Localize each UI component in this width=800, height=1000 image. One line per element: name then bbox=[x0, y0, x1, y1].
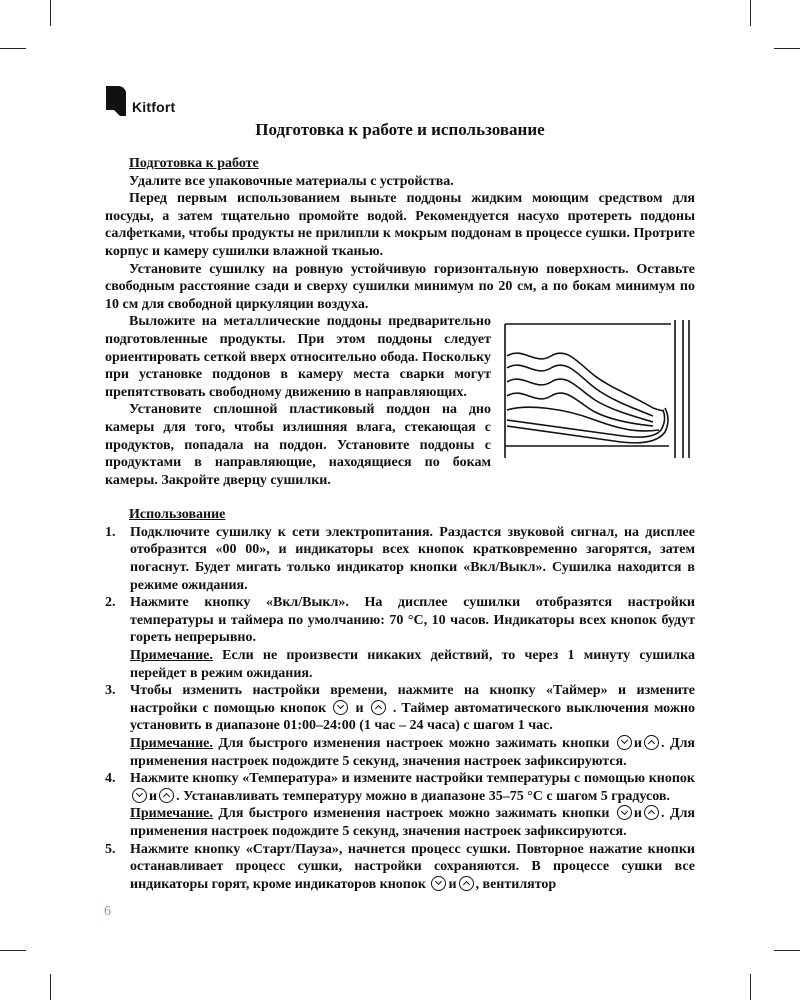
chevron-down-button-icon bbox=[132, 788, 147, 803]
step-number: 2. bbox=[105, 595, 116, 611]
chevron-down-button-icon bbox=[333, 700, 348, 715]
chevron-down-button-icon bbox=[617, 735, 632, 750]
note-label: Примечание. bbox=[130, 648, 213, 664]
section-heading-preparation: Подготовка к работе bbox=[129, 156, 259, 171]
usage-steps bbox=[105, 524, 695, 893]
step-text: Подключите сушилку к сети электропитания. Раздастся звуковой сигнал, на дисплее отобразится «00 00», и индикаторы всех кнопок кратковременно загорятся, затем погаснут. Будет мигать только индикатор кнопки «Вкл/Выкл». Сушилка находится в режиме ожидания. bbox=[130, 524, 695, 593]
chevron-up-button-icon bbox=[459, 876, 474, 891]
chevron-up-button-icon bbox=[371, 700, 386, 715]
chevron-up-button-icon bbox=[644, 805, 659, 820]
step-number: 5. bbox=[105, 841, 116, 857]
tray-illustration bbox=[503, 316, 695, 458]
chevron-up-button-icon bbox=[159, 788, 174, 803]
chevron-down-button-icon bbox=[617, 805, 632, 820]
crop-mark bbox=[750, 0, 751, 26]
page-number: 6 bbox=[104, 904, 111, 919]
spacer bbox=[105, 489, 695, 506]
paragraph: Установите сушилку на ровную устойчивую горизонтальную поверхность. Оставьте свободным расстояние сзади и сверху сушилки минимум по 20 см, а по бокам минимум по 10 см для свободной циркуляции воздуха. bbox=[105, 261, 695, 312]
step-text: Нажмите кнопку «Вкл/Выкл». На дисплее сушилки отобразятся настройки температуры и таймера по умолчанию: 70 °C, 10 часов. Индикаторы всех кнопок будут гореть непрерывно. bbox=[130, 595, 695, 646]
chevron-up-button-icon bbox=[644, 735, 659, 750]
crop-mark bbox=[750, 974, 751, 1000]
crop-mark bbox=[0, 950, 26, 951]
step-note: Примечание. Для быстрого изменения настроек можно зажимать кнопки и . Для применения настроек подождите 5 секунд, значения настроек зафиксируются. bbox=[130, 736, 696, 769]
note-text: Если не произвести никаких действий, то через 1 минуту сушилка перейдет в режим ожидания. bbox=[130, 648, 696, 681]
step-text: Нажмите кнопку «Старт/Пауза», начнется процесс сушки. Повторное нажатие кнопки останавливает процесс сушки, настройки сохраняются. В процессе сушки все индикаторы горят, кроме индикаторов кнопок и , вентилятор bbox=[130, 841, 695, 892]
list-item bbox=[105, 770, 695, 840]
note-label: Примечание. bbox=[130, 806, 213, 822]
crop-mark bbox=[774, 950, 800, 951]
crop-mark bbox=[50, 974, 51, 1000]
logo-mark-icon bbox=[104, 84, 130, 118]
paragraph: Перед первым использованием выньте поддоны жидким моющим средством для посуды, а затем тщательно промойте водой. Рекомендуется насухо протереть поддоны салфетками, чтобы продукты не прилипли к мокрым поддонам в процессе сушки. Протрите корпус и камеру сушилки влажной тканью. bbox=[105, 191, 695, 259]
page-title: Подготовка к работе и использование bbox=[255, 120, 545, 139]
crop-mark bbox=[0, 48, 26, 49]
step-text: Нажмите кнопку «Температура» и измените настройки температуры с помощью кнопок и . Устанавливать температуру можно в диапазоне 35–75 °C с шагом 5 градусов. bbox=[130, 771, 695, 804]
step-number: 4. bbox=[105, 771, 116, 787]
section-heading-usage: Использование bbox=[129, 507, 226, 523]
paragraph: Установите сплошной пластиковый поддон на дно камеры для того, чтобы излишняя влага, стекающая с продуктов, попадала на поддон. Установите поддоны с продуктами в направляющие, находящиеся по бокам камеры. Закройте дверцу сушилки. bbox=[105, 402, 491, 488]
step-number: 3. bbox=[105, 683, 116, 699]
list-item bbox=[105, 841, 695, 894]
step-note bbox=[130, 647, 695, 682]
paragraph: Удалите все упаковочные материалы с устройства. bbox=[129, 173, 454, 189]
crop-mark bbox=[774, 48, 800, 49]
step-note: Примечание. Для быстрого изменения настроек можно зажимать кнопки и . Для применения настроек подождите 5 секунд, значения настроек зафиксируются. bbox=[130, 806, 696, 839]
chevron-down-button-icon bbox=[431, 876, 446, 891]
brand-name: Kitfort bbox=[132, 99, 176, 115]
list-item bbox=[105, 524, 695, 594]
step-text: Чтобы изменить настройки времени, нажмите на кнопку «Таймер» и измените настройки с помощью кнопок и . Таймер автоматического выключения можно установить в диапазоне 01:00–24:00 (1 час – 24 часа) с шагом 1 час. bbox=[130, 683, 696, 734]
list-item bbox=[105, 594, 695, 682]
brand-logo bbox=[104, 84, 175, 118]
document-body bbox=[105, 155, 695, 893]
note-label: Примечание. bbox=[130, 736, 213, 751]
crop-mark bbox=[50, 0, 51, 26]
step-number: 1. bbox=[105, 524, 116, 540]
list-item bbox=[105, 682, 695, 770]
paragraph: Выложите на металлические поддоны предварительно подготовленные продукты. При этом поддоны следует ориентировать сеткой вверх относительно обода. Поскольку при установке поддонов в камеру места сварки могут препятствовать свободному движению в направляющих. bbox=[105, 314, 491, 400]
